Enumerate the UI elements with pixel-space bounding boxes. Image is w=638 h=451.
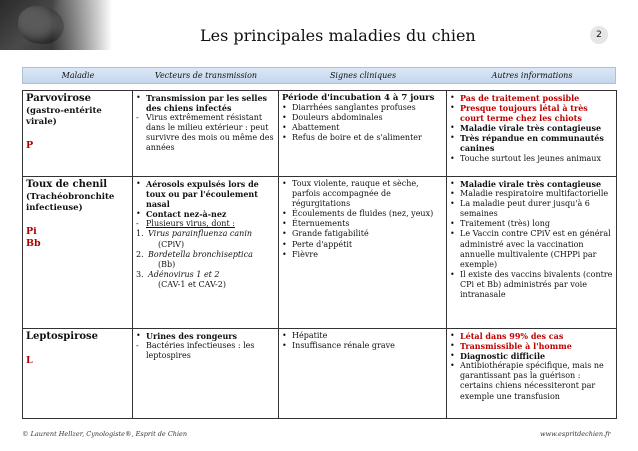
cell-autres: [447, 91, 617, 177]
item-text: Fièvre: [292, 249, 318, 259]
bullet-icon: •: [136, 93, 141, 102]
bullet-icon: •: [282, 229, 287, 239]
cell-autres: [447, 177, 617, 329]
agent-abbr: (CPiV): [158, 239, 185, 249]
vector-item: [136, 209, 275, 219]
info-item: [450, 133, 613, 153]
cell-signes: [279, 91, 447, 177]
agent-name: Virus parainfluenza canin: [148, 229, 253, 239]
bullet-icon: -: [136, 113, 139, 123]
info-item: [450, 179, 613, 189]
sign-item: [282, 123, 443, 133]
bullet-icon: •: [282, 123, 287, 133]
agent-number: 1.: [136, 229, 144, 239]
info-item: [450, 93, 613, 103]
sign-item: [282, 209, 443, 219]
info-item: [450, 361, 613, 401]
info-item: [450, 229, 613, 269]
agent-name: Adénovirus 1 et 2: [148, 269, 220, 279]
item-text: Pas de traitement possible: [460, 93, 580, 103]
cell-signes: [279, 329, 447, 419]
header-signes: Signes cliniques: [329, 71, 397, 80]
agent-number: 2.: [136, 249, 144, 259]
disease-abbreviation: L: [26, 355, 33, 366]
header-bar: [0, 0, 638, 50]
bullet-icon: •: [136, 209, 141, 219]
info-item: [450, 103, 613, 123]
table-row: [23, 91, 617, 177]
bullet-icon: -: [136, 219, 139, 229]
item-text: Plusieurs virus, dont :: [146, 219, 235, 229]
agent-abbr: (CAV-1 et CAV-2): [158, 279, 226, 289]
footer-copyright: © Laurent Hellzer, Cynologiste®, Esprit de Chien: [22, 430, 188, 438]
item-text: Insuffisance rénale grave: [292, 341, 395, 351]
bullet-icon: •: [282, 331, 287, 340]
info-item: [450, 270, 613, 300]
bullet-icon: •: [282, 341, 287, 351]
item-text: Presque toujours létal à très court terme chez les chiots: [460, 103, 588, 124]
info-item: [450, 331, 613, 341]
bullet-icon: •: [450, 93, 455, 102]
info-item: [450, 199, 613, 219]
info-item: [450, 351, 613, 361]
bullet-icon: •: [450, 199, 455, 209]
agent-text: [148, 229, 275, 249]
bullet-icon: •: [136, 179, 141, 188]
item-text: Refus de boire et de s'alimenter: [292, 133, 422, 143]
disease-subtitle: (gastro-entérite virale): [26, 106, 102, 127]
item-text: Diagnostic difficile: [460, 351, 546, 362]
table-row: [23, 177, 617, 329]
bullet-icon: •: [282, 239, 287, 249]
agent-item: [136, 270, 275, 290]
vector-item: [136, 93, 275, 113]
sign-item: [282, 113, 443, 123]
agent-name: Bordetella bronchiseptica: [148, 249, 253, 259]
item-text: Traitement (très) long: [460, 219, 550, 229]
item-text: Le Vaccin contre CPiV est en général administré avec la vaccination annuelle multivalente (CHPPi par exemple): [460, 229, 611, 269]
vector-item: [136, 179, 275, 209]
header-maladie: Maladie: [61, 71, 95, 80]
item-text: Bactéries infectieuses : les leptospires: [146, 341, 255, 361]
item-text: Éternuements: [292, 219, 350, 229]
item-text: Maladie virale très contagieuse: [460, 179, 602, 189]
bullet-icon: •: [450, 153, 455, 163]
cell-autres: [447, 329, 617, 419]
bullet-icon: •: [450, 179, 455, 188]
item-text: Toux violente, rauque et sèche, parfois accompagnée de régurgitations: [292, 179, 419, 209]
item-text: Abattement: [292, 123, 340, 133]
item-text: Contact nez-à-nez: [146, 209, 227, 220]
bullet-icon: •: [282, 249, 287, 259]
sign-item: [282, 250, 443, 260]
agent-text: [148, 250, 275, 270]
bullet-icon: -: [136, 341, 139, 351]
table-row: [23, 329, 617, 419]
bullet-icon: •: [282, 209, 287, 219]
sign-item: [282, 341, 443, 351]
sign-item: [282, 133, 443, 143]
item-text: Maladie respiratoire multifactorielle: [460, 189, 609, 199]
item-text: Transmission par les selles des chiens infectés: [146, 93, 268, 114]
disease-name: Leptospirose: [26, 331, 99, 342]
item-text: Létal dans 99% des cas: [460, 331, 564, 341]
agent-item: [136, 229, 275, 249]
disease-abbreviation: Bb: [26, 238, 41, 249]
item-text: Urines des rongeurs: [146, 331, 237, 341]
vector-item: [136, 341, 275, 361]
dog-photo-logo: [0, 0, 112, 50]
sign-item: [282, 219, 443, 229]
diseases-table: [22, 90, 617, 419]
item-text: Écoulements de fluides (nez, yeux): [292, 209, 434, 219]
disease-name: Parvovirose: [26, 93, 92, 104]
agent-number: 3.: [136, 269, 144, 279]
cell-signes: [279, 177, 447, 329]
vector-item: [136, 113, 275, 153]
cell-vecteurs: [133, 91, 279, 177]
incubation-period: Période d'incubation 4 à 7 jours: [282, 93, 435, 103]
bullet-icon: •: [282, 179, 287, 188]
header-autres: Autres informations: [491, 71, 573, 80]
cell-vecteurs: [133, 177, 279, 329]
table-header-row: [22, 67, 616, 84]
info-item: [450, 341, 613, 351]
item-text: Grande fatigabilité: [292, 229, 369, 239]
bullet-icon: •: [450, 189, 455, 199]
item-text: Douleurs abdominales: [292, 113, 383, 123]
bullet-icon: •: [450, 269, 455, 279]
cell-maladie: [23, 177, 133, 329]
sign-item: [282, 103, 443, 113]
item-text: Perte d'appétit: [292, 239, 353, 249]
item-text: Transmissible à l'homme: [460, 341, 572, 352]
sign-item: [282, 229, 443, 239]
cell-maladie: [23, 329, 133, 419]
info-item: [450, 154, 613, 164]
item-text: Virus extrêmement résistant dans le milieu extérieur : peut survivre des mois ou même des années: [146, 113, 274, 153]
item-text: Antibiothérapie spécifique, mais ne garantissant pas la guérison : certains chiens nécessiteront par exemple une transfusion: [460, 361, 604, 401]
page-title: Les principales maladies du chien: [200, 26, 476, 45]
cell-vecteurs: [133, 329, 279, 419]
sign-item: [282, 240, 443, 250]
bullet-icon: •: [282, 113, 287, 123]
bullet-icon: •: [282, 103, 287, 113]
sign-item: [282, 179, 443, 209]
bullet-icon: •: [136, 331, 141, 340]
bullet-icon: •: [450, 123, 455, 133]
item-text: Aérosols expulsés lors de toux ou par l'écoulement nasal: [146, 179, 259, 210]
bullet-icon: •: [450, 133, 455, 143]
bullet-icon: •: [282, 219, 287, 229]
bullet-icon: •: [450, 331, 455, 340]
item-text: Très répandue en communautés canines: [460, 133, 604, 154]
item-text: Il existe des vaccins bivalents (contre CPi et Bb) administrés par voie intranasale: [460, 269, 613, 300]
bullet-icon: •: [450, 229, 455, 239]
vector-item: [136, 331, 275, 341]
agent-abbr: (Bb): [158, 259, 176, 269]
bullet-icon: •: [450, 341, 455, 351]
footer-website[interactable]: www.espritdechien.fr: [540, 430, 611, 438]
bullet-icon: •: [450, 361, 455, 371]
disease-abbreviation: Pi: [26, 226, 37, 237]
agent-text: [148, 270, 275, 290]
agent-item: [136, 250, 275, 270]
sign-item: [282, 331, 443, 341]
bullet-icon: •: [282, 133, 287, 143]
disease-name: Toux de chenil: [26, 179, 108, 190]
info-item: [450, 189, 613, 199]
disease-subtitle: (Trachéobronchite infectieuse): [26, 192, 115, 213]
header-vecteurs: Vecteurs de transmission: [154, 71, 258, 80]
page-number-badge: 2: [590, 26, 608, 44]
cell-maladie: [23, 91, 133, 177]
vector-item: [136, 219, 275, 229]
info-item: [450, 219, 613, 229]
item-text: La maladie peut durer jusqu'à 6 semaines: [460, 199, 590, 219]
item-text: Touche surtout les jeunes animaux: [460, 153, 601, 163]
info-item: [450, 123, 613, 133]
bullet-icon: •: [450, 103, 455, 113]
disease-abbreviation: P: [26, 140, 34, 151]
item-text: Maladie virale très contagieuse: [460, 123, 602, 134]
item-text: Diarrhées sanglantes profuses: [292, 103, 416, 113]
bullet-icon: •: [450, 219, 455, 229]
bullet-icon: •: [450, 351, 455, 361]
item-text: Hépatite: [292, 331, 328, 340]
